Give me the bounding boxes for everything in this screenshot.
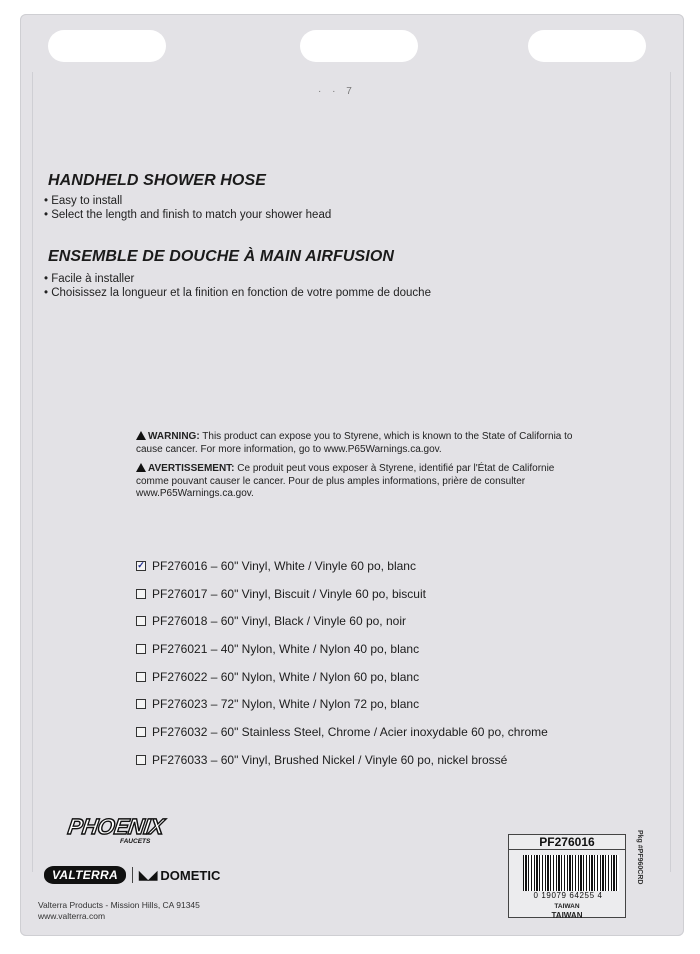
sku-label: PF276033 – 60" Vinyl, Brushed Nickel / Vinyle 60 po, nickel brossé bbox=[152, 752, 508, 767]
warning-text-fr: Ce produit peut vous exposer à Styrene, identifié par l'État de Californie comme pouvant causer le cancer. Pour de plus amples informations, prière de consulter www.P65Warnings.ca.gov. bbox=[136, 463, 555, 499]
checkbox-icon bbox=[136, 672, 146, 682]
part-number: PF276016 bbox=[509, 835, 625, 850]
sku-label: PF276016 – 60" Vinyl, White / Vinyle 60 po, blanc bbox=[152, 558, 416, 573]
bullet-item: • Easy to install bbox=[44, 194, 331, 208]
checkbox-icon bbox=[136, 616, 146, 626]
hang-hole-left bbox=[48, 30, 166, 62]
smudge-mark: · · 7 bbox=[318, 86, 356, 97]
checkbox-icon bbox=[136, 561, 146, 571]
valterra-logo: VALTERRA bbox=[44, 866, 126, 884]
dometic-mark-icon: ◣◢ bbox=[138, 868, 158, 882]
upc-label bbox=[508, 834, 626, 918]
sku-label: PF276032 – 60" Stainless Steel, Chrome / Acier inoxydable 60 po, chrome bbox=[152, 724, 548, 739]
phoenix-logo: PHOENIX bbox=[66, 814, 166, 839]
country-of-origin-small: TAIWAN bbox=[554, 903, 580, 910]
checkbox-icon bbox=[136, 727, 146, 737]
bullet-item: • Select the length and finish to match your shower head bbox=[44, 208, 331, 222]
warning-label: WARNING: bbox=[148, 431, 200, 442]
checkbox-icon bbox=[136, 699, 146, 709]
phoenix-logo-subtitle: FAUCETS bbox=[120, 838, 151, 845]
warning-triangle-icon bbox=[136, 463, 146, 472]
dometic-wordmark: DOMETIC bbox=[160, 867, 221, 883]
hang-hole-center bbox=[300, 30, 418, 62]
brand-divider bbox=[132, 867, 133, 883]
hang-hole-right bbox=[528, 30, 646, 62]
bullets-english bbox=[44, 194, 331, 222]
warning-english bbox=[136, 431, 576, 456]
address-line: Valterra Products - Mission Hills, CA 91345 bbox=[38, 900, 200, 910]
warning-french bbox=[136, 463, 576, 501]
sku-label: PF276023 – 72" Nylon, White / Nylon 72 po, blanc bbox=[152, 697, 420, 712]
country-of-origin: TAIWAN bbox=[551, 911, 583, 920]
checkbox-icon bbox=[136, 644, 146, 654]
title-english: HANDHELD SHOWER HOSE bbox=[48, 172, 267, 189]
sku-label: PF276022 – 60" Nylon, White / Nylon 60 po, blanc bbox=[152, 669, 420, 684]
brand-row bbox=[44, 866, 220, 884]
sku-label: PF276021 – 40" Nylon, White / Nylon 40 po, blanc bbox=[152, 641, 420, 656]
card-fold-line-left bbox=[32, 72, 33, 872]
sku-label: PF276017 – 60" Vinyl, Biscuit / Vinyle 60 po, biscuit bbox=[152, 586, 426, 601]
title-french: ENSEMBLE DE DOUCHE À MAIN AIRFUSION bbox=[48, 248, 395, 265]
sku-row bbox=[136, 718, 548, 746]
bullet-item: • Choisissez la longueur et la finition en fonction de votre pomme de douche bbox=[44, 286, 431, 300]
sku-row bbox=[136, 552, 548, 580]
sku-row bbox=[136, 746, 548, 774]
sku-row bbox=[136, 607, 548, 635]
sku-row bbox=[136, 635, 548, 663]
checkbox-icon bbox=[136, 755, 146, 765]
package-code: Pkg #PF960CRD bbox=[636, 830, 643, 885]
card-fold-line-right bbox=[670, 72, 671, 872]
sku-checklist bbox=[136, 552, 548, 774]
warning-label-fr: AVERTISSEMENT: bbox=[148, 463, 235, 474]
sku-label: PF276018 – 60" Vinyl, Black / Vinyle 60 po, noir bbox=[152, 614, 406, 629]
website: www.valterra.com bbox=[38, 911, 106, 921]
bullets-french bbox=[44, 272, 431, 300]
sku-row bbox=[136, 663, 548, 691]
checkbox-icon bbox=[136, 589, 146, 599]
barcode-number: 0 19079 64255 4 bbox=[513, 891, 623, 900]
warning-text: This product can expose you to Styrene, which is known to the State of California to cause cancer. For more information, go to www.P65Warnings.ca.gov. bbox=[136, 431, 573, 455]
sku-row bbox=[136, 690, 548, 718]
warning-triangle-icon bbox=[136, 431, 146, 440]
checkmark-icon: ✓ bbox=[137, 560, 145, 571]
dometic-logo bbox=[139, 868, 220, 883]
company-address bbox=[38, 900, 200, 922]
sku-row bbox=[136, 580, 548, 608]
bullet-item: • Facile à installer bbox=[44, 272, 431, 286]
